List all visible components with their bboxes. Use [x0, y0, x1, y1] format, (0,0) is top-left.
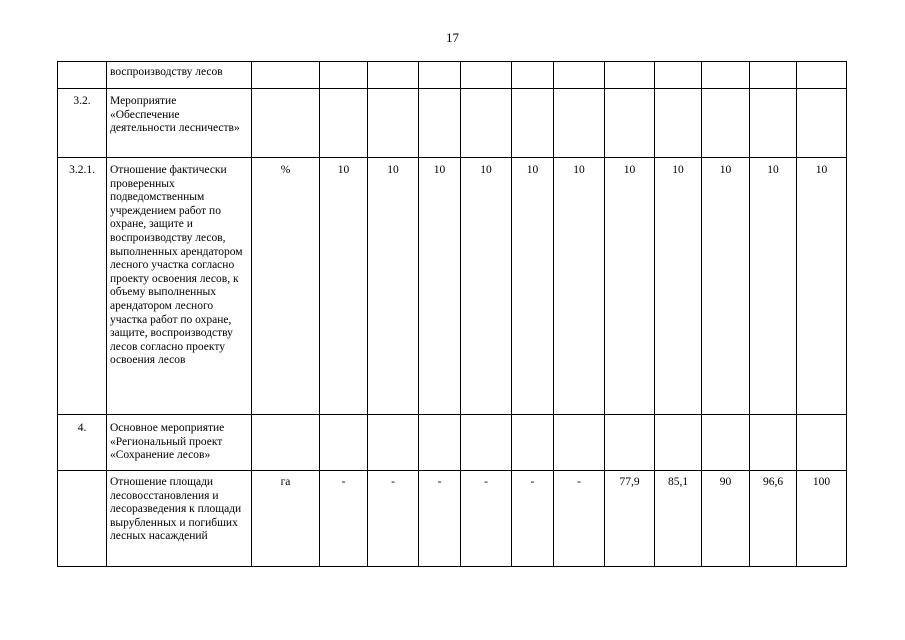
value-cell [797, 415, 847, 471]
value-cell: 10 [655, 158, 702, 415]
value-cell: 10 [512, 158, 554, 415]
value-cell [461, 415, 512, 471]
value-cell [512, 62, 554, 89]
unit-cell: % [252, 158, 320, 415]
table-row [58, 415, 847, 471]
value-cell [320, 62, 368, 89]
value-cell: 85,1 [655, 471, 702, 567]
value-cell: 10 [605, 158, 655, 415]
value-cell [655, 89, 702, 158]
value-cell: - [512, 471, 554, 567]
value-cell: - [320, 471, 368, 567]
value-cell [368, 415, 419, 471]
page-number: 17 [446, 30, 459, 45]
row-number-cell [58, 471, 107, 567]
indicator-name-cell: Отношение фактически проверенных подведомственным учреждением работ по охране, защите и воспроизводству лесов, выполненных арендатором лесного участка согласно проекту освоения лесов, к объему выполненных арендатором лесного участка работ по охране, защите, воспроизводству лесов согласно проекту освоения лесов [107, 158, 252, 415]
indicator-name-cell: Мероприятие «Обеспечение деятельности лесничеств» [107, 89, 252, 158]
value-cell: 10 [750, 158, 797, 415]
value-cell: 10 [554, 158, 605, 415]
row-number-cell: 3.2. [58, 89, 107, 158]
value-cell: - [461, 471, 512, 567]
value-cell: 10 [320, 158, 368, 415]
value-cell [750, 415, 797, 471]
value-cell [605, 62, 655, 89]
value-cell [368, 62, 419, 89]
value-cell [368, 89, 419, 158]
value-cell: 77,9 [605, 471, 655, 567]
indicator-name-cell: воспроизводству лесов [107, 62, 252, 89]
value-cell [554, 415, 605, 471]
value-cell [554, 89, 605, 158]
table-row [58, 158, 847, 415]
value-cell [750, 89, 797, 158]
value-cell: 96,6 [750, 471, 797, 567]
value-cell [461, 62, 512, 89]
value-cell [320, 89, 368, 158]
row-number-cell: 3.2.1. [58, 158, 107, 415]
value-cell: 10 [368, 158, 419, 415]
table-row [58, 89, 847, 158]
value-cell: 100 [797, 471, 847, 567]
value-cell: 10 [702, 158, 750, 415]
table-row [58, 471, 847, 567]
value-cell [320, 415, 368, 471]
value-cell: 90 [702, 471, 750, 567]
value-cell [605, 415, 655, 471]
value-cell [461, 89, 512, 158]
unit-cell [252, 415, 320, 471]
value-cell [702, 89, 750, 158]
value-cell [702, 415, 750, 471]
value-cell [655, 62, 702, 89]
value-cell: - [368, 471, 419, 567]
indicator-name-cell: Отношение площади лесовосстановления и лесоразведения к площади вырубленных и погибших лесных насаждений [107, 471, 252, 567]
value-cell [419, 62, 461, 89]
value-cell [605, 89, 655, 158]
value-cell: - [554, 471, 605, 567]
indicator-name-cell: Основное мероприятие «Региональный проект «Сохранение лесов» [107, 415, 252, 471]
value-cell: - [419, 471, 461, 567]
row-number-cell: 4. [58, 415, 107, 471]
value-cell [655, 415, 702, 471]
value-cell [797, 62, 847, 89]
value-cell [702, 62, 750, 89]
value-cell: 10 [797, 158, 847, 415]
value-cell [419, 415, 461, 471]
unit-cell: га [252, 471, 320, 567]
value-cell [554, 62, 605, 89]
indicators-table [57, 61, 847, 567]
table-row [58, 62, 847, 89]
row-number-cell [58, 62, 107, 89]
value-cell [419, 89, 461, 158]
value-cell [512, 415, 554, 471]
value-cell [797, 89, 847, 158]
value-cell: 10 [461, 158, 512, 415]
unit-cell [252, 62, 320, 89]
value-cell [750, 62, 797, 89]
value-cell: 10 [419, 158, 461, 415]
unit-cell [252, 89, 320, 158]
value-cell [512, 89, 554, 158]
